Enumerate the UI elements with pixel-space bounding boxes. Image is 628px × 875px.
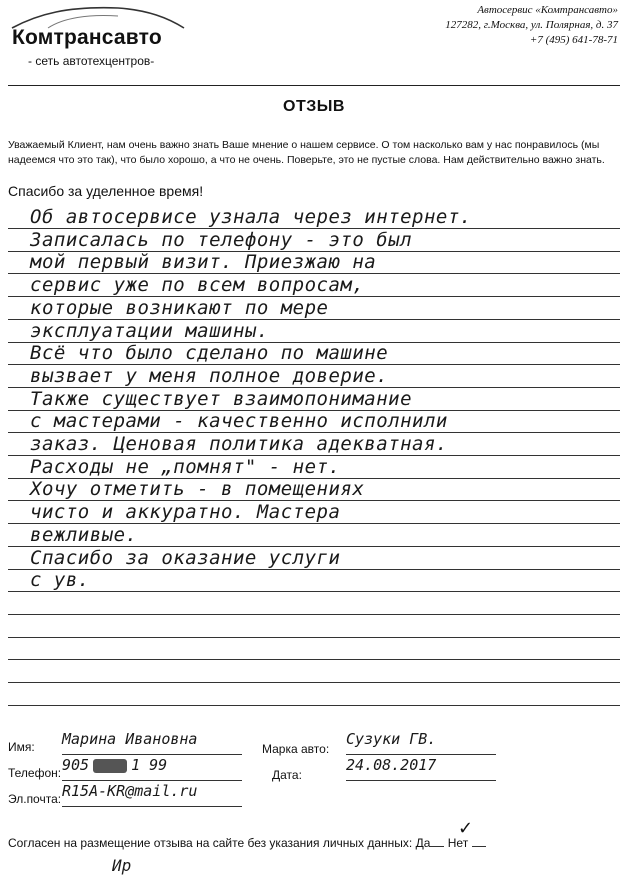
intro-text: Уважаемый Клиент, нам очень важно знать Ваше мнение о нашем сервисе. О том насколько вам у нас понравилось (мы надеемся что это так), что было хорошо, а что не очень. Поверьте, это не пустые слова. Нам действительно важно знать. xyxy=(8,139,605,166)
logo-subtitle: - сеть автотехцентров- xyxy=(28,54,155,68)
consent-no-field[interactable] xyxy=(472,846,486,847)
consent-yes-label: Да xyxy=(415,836,431,850)
consent-yes-checkmark: ✓ xyxy=(458,818,474,839)
review-line: Спасибо за оказание услуги xyxy=(30,546,341,569)
review-line: Расходы не „помнят" - нет. xyxy=(30,455,341,478)
car-value: Сузуки ГВ. xyxy=(346,730,437,748)
company-logo xyxy=(0,0,200,78)
review-line: сервис уже по всем вопросам, xyxy=(30,274,365,297)
phone-redaction xyxy=(93,759,127,773)
consent-yes-field[interactable] xyxy=(430,846,444,847)
name-label: Имя: xyxy=(8,740,35,754)
consent-text: Согласен на размещение отзыва на сайте без указания личных данных: xyxy=(8,836,413,850)
review-line: вежливые. xyxy=(30,523,138,546)
review-line: Об автосервисе узнала через интернет. xyxy=(30,206,472,228)
ruled-line xyxy=(8,637,620,638)
car-field[interactable] xyxy=(346,730,496,755)
review-line: эксплуатации машины. xyxy=(30,319,269,342)
phone-prefix: 905 xyxy=(62,756,90,774)
phone-label: Телефон: xyxy=(8,766,62,780)
company-name: Автосервис «Комтрансавто» xyxy=(477,4,618,16)
ruled-line xyxy=(8,569,620,570)
ruled-line xyxy=(8,614,620,615)
ruled-line xyxy=(8,591,620,592)
ruled-line xyxy=(8,705,620,706)
logo-title: Комтрансавто xyxy=(12,26,162,49)
ruled-line xyxy=(8,682,620,683)
page-title: ОТЗЫВ xyxy=(283,98,345,115)
name-value: Марина Ивановна xyxy=(62,730,198,748)
review-line: вызвает у меня полное доверие. xyxy=(30,364,389,387)
date-value: 24.08.2017 xyxy=(346,756,437,774)
review-line: мой первый визит. Приезжаю на xyxy=(30,251,377,274)
name-field[interactable] xyxy=(62,730,242,755)
company-address: 127282, г.Москва, ул. Полярная, д. 37 xyxy=(445,19,618,31)
signature: Ир xyxy=(112,856,132,875)
review-line: с ув. xyxy=(30,569,90,592)
email-label: Эл.почта: xyxy=(8,792,62,806)
phone-field[interactable] xyxy=(62,756,242,781)
review-area xyxy=(8,208,620,708)
review-line: с мастерами - качественно исполнили xyxy=(30,410,448,433)
review-line: Записалась по телефону - это был xyxy=(30,228,413,251)
review-line: Всё что было сделано по машине xyxy=(30,342,389,365)
review-line: которые возникают по мере xyxy=(30,296,329,319)
date-label: Дата: xyxy=(272,768,302,782)
header-divider xyxy=(8,85,620,86)
car-label: Марка авто: xyxy=(262,742,330,756)
consent-line xyxy=(8,836,486,850)
date-field[interactable] xyxy=(346,756,496,781)
phone-suffix: 1 99 xyxy=(131,756,168,774)
review-line: чисто и аккуратно. Мастера xyxy=(30,501,341,524)
ruled-line xyxy=(8,659,620,660)
company-phone: +7 (495) 641-78-71 xyxy=(529,34,618,46)
review-line: заказ. Ценовая политика адекватная. xyxy=(30,433,448,455)
thanks-text: Спасибо за уделенное время! xyxy=(8,183,204,199)
email-field[interactable] xyxy=(62,782,242,807)
review-line: Также существует взаимопонимание xyxy=(30,387,413,410)
consent-no-label: Нет xyxy=(447,836,469,850)
email-value: R15A-KR@mail.ru xyxy=(62,782,198,800)
company-info xyxy=(445,3,618,48)
review-line: Хочу отметить - в помещениях xyxy=(30,478,365,501)
